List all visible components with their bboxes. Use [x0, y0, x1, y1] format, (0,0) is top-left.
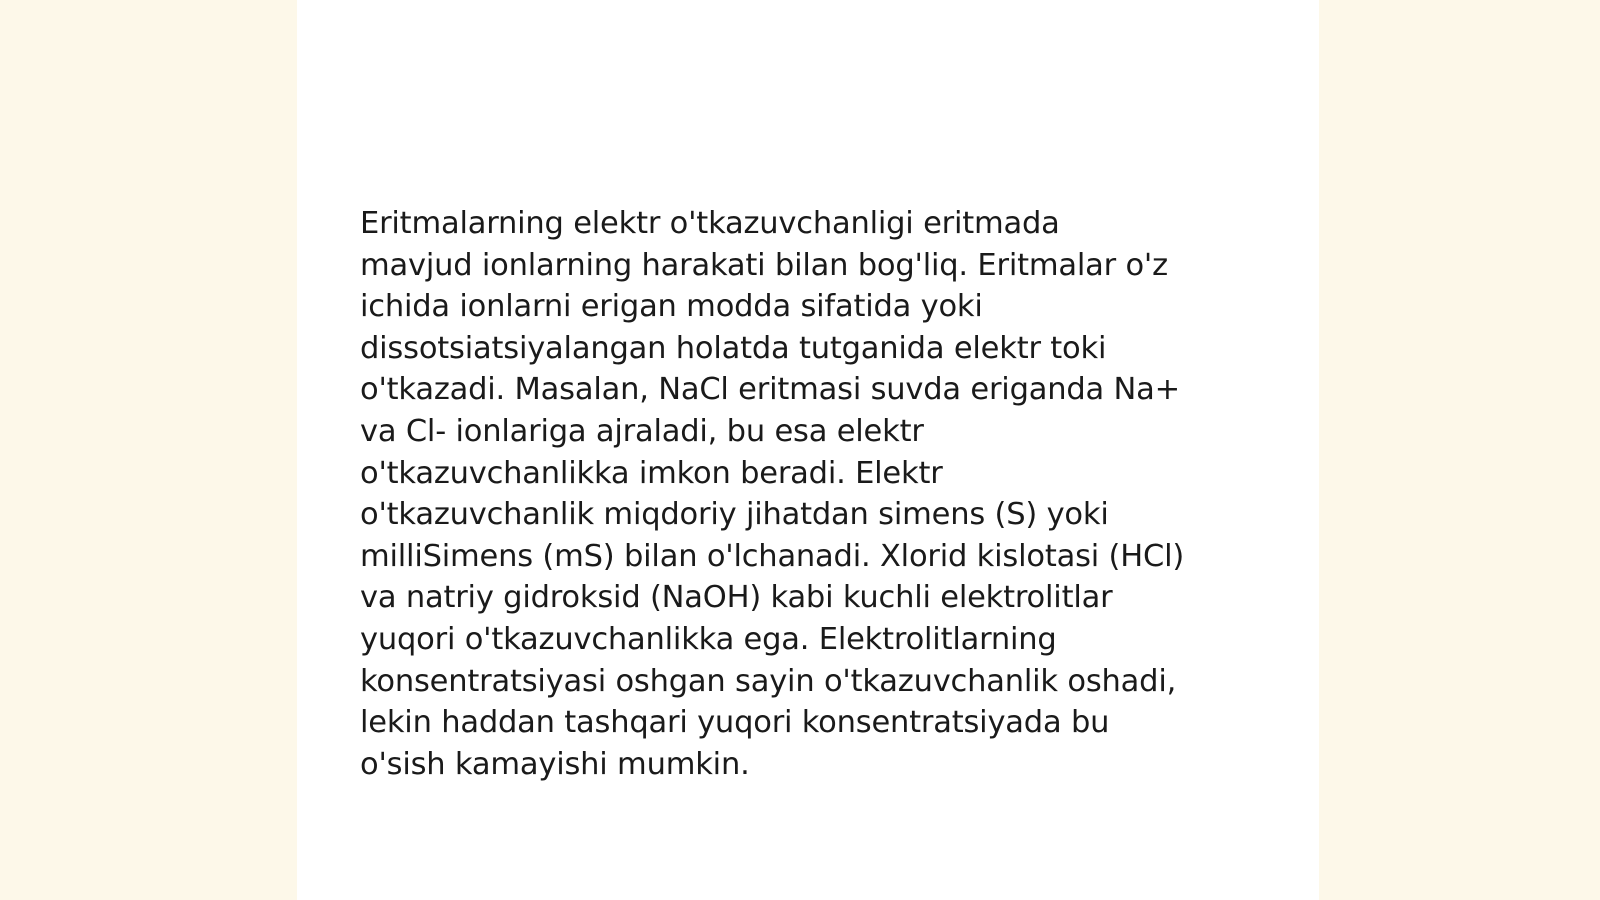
- paragraph-line: o'sish kamayishi mumkin.: [360, 746, 750, 782]
- paragraph-line: va natriy gidroksid (NaOH) kabi kuchli elektrolitlar: [360, 580, 1113, 616]
- paragraph-line: lekin haddan tashqari yuqori konsentratsiyada bu: [360, 705, 1110, 741]
- paragraph-line: ichida ionlarni erigan modda sifatida yoki: [360, 289, 983, 325]
- document-page: [297, 0, 1319, 900]
- paragraph-line: va Cl- ionlariga ajraladi, bu esa elektr: [360, 413, 924, 449]
- paragraph-line: milliSimens (mS) bilan o'lchanadi. Xlorid kislotasi (HCl): [360, 538, 1185, 574]
- paragraph-line: dissotsiatsiyalangan holatda tutganida elektr toki: [360, 330, 1107, 366]
- body-paragraph: [360, 203, 1240, 785]
- paragraph-line: Eritmalarning elektr o'tkazuvchanligi eritmada: [360, 206, 1060, 241]
- paragraph-line: o'tkazuvchanlik miqdoriy jihatdan simens (S) yoki: [360, 497, 1109, 533]
- paragraph-line: konsentratsiyasi oshgan sayin o'tkazuvchanlik oshadi,: [360, 663, 1177, 699]
- paragraph-line: yuqori o'tkazuvchanlikka ega. Elektrolitlarning: [360, 621, 1057, 657]
- paragraph-line: o'tkazuvchanlikka imkon beradi. Elektr: [360, 455, 943, 491]
- paragraph-line: mavjud ionlarning harakati bilan bog'liq. Eritmalar o'z: [360, 247, 1168, 283]
- paragraph-line: o'tkazadi. Masalan, NaCl eritmasi suvda eriganda Na+: [360, 372, 1180, 408]
